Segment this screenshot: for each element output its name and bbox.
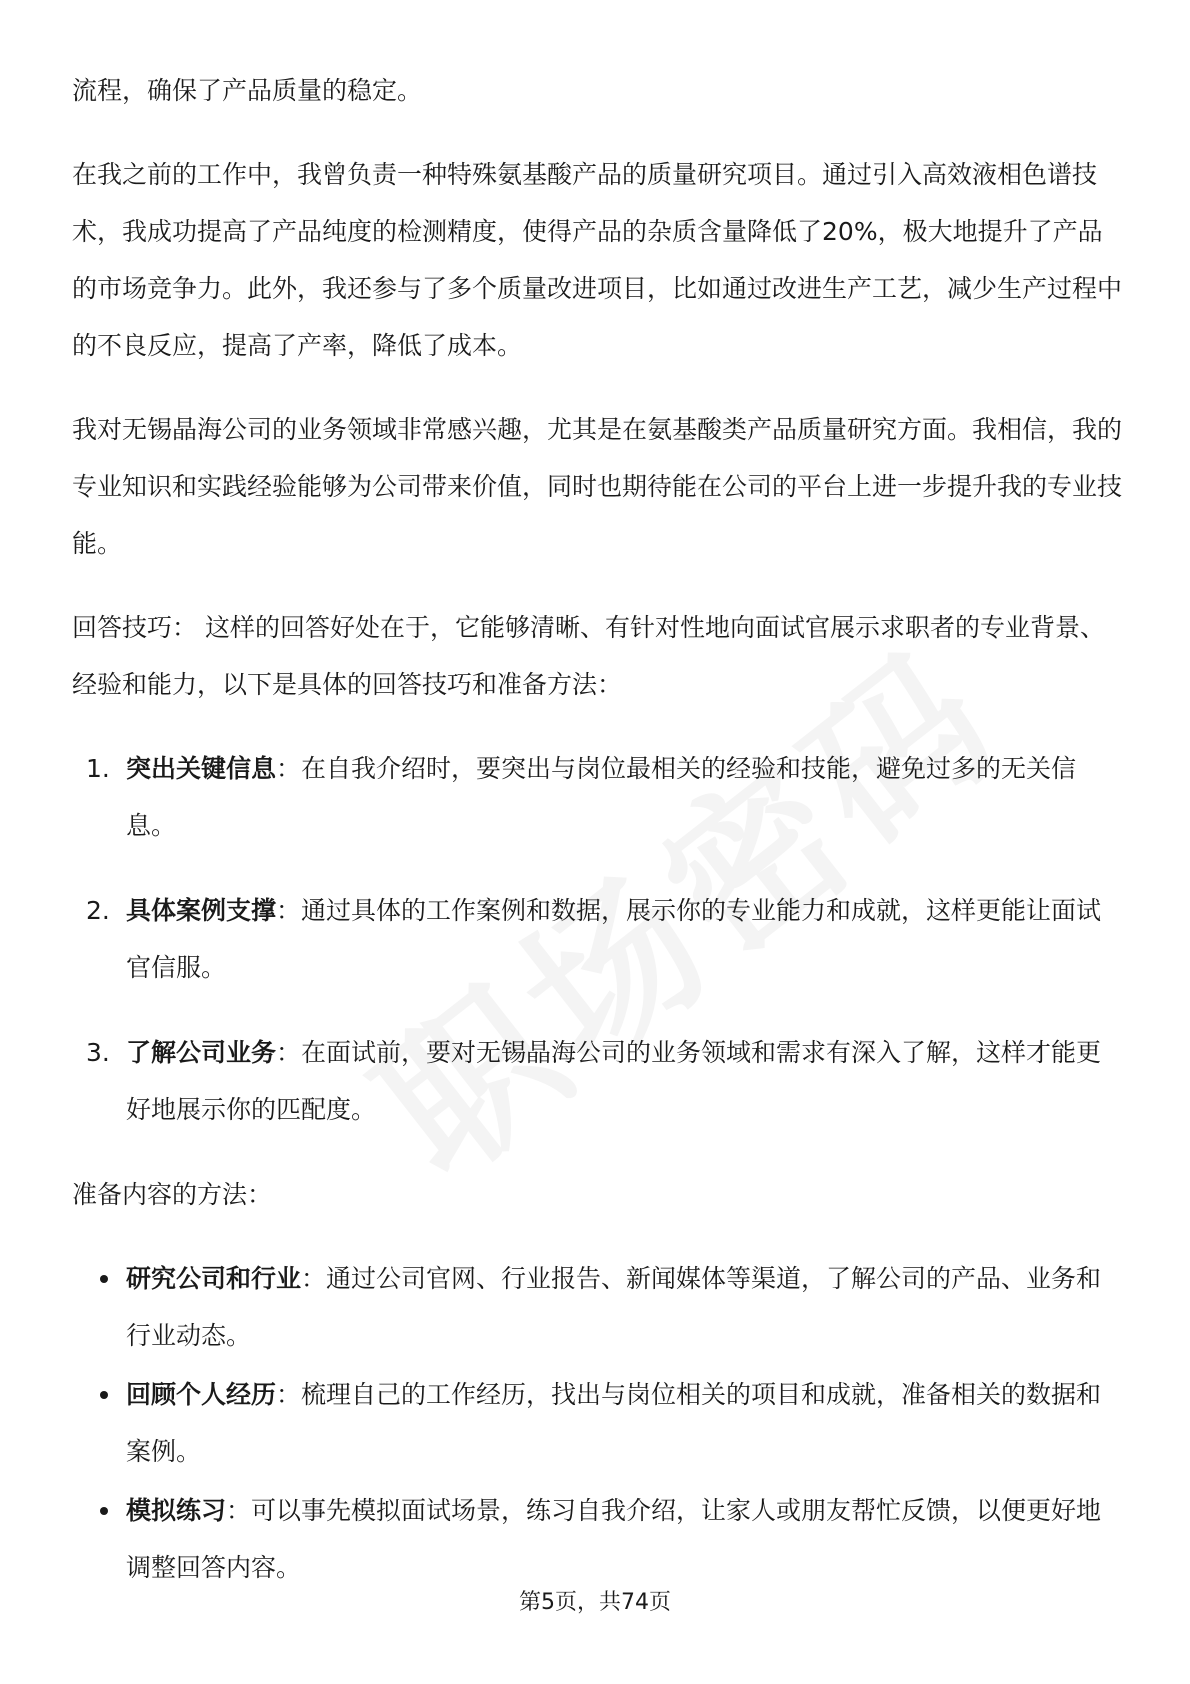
tip-title: 具体案例支撑 <box>126 896 277 925</box>
paragraph-motivation: 我对无锡晶海公司的业务领域非常感兴趣，尤其是在氨基酸类产品质量研究方面。我相信，我的专业知识和实践经验能够为公司带来价值，同时也期待能在公司的平台上进一步提升我的专业技能。 <box>72 415 1123 558</box>
tip-text: ：在面试前，要对无锡晶海公司的业务领域和需求有深入了解，这样才能更好地展示你的匹配度。 <box>126 1038 1102 1124</box>
tip-title: 突出关键信息 <box>126 754 277 783</box>
list-item <box>72 740 1122 854</box>
prep-heading: 准备内容的方法： <box>72 1180 273 1209</box>
list-number: 2. <box>86 896 110 925</box>
list-number: 3. <box>86 1038 110 1067</box>
list-number: 1. <box>86 754 110 783</box>
tip-title: 了解公司业务 <box>126 1038 277 1067</box>
tips-list <box>72 740 1122 1138</box>
list-item <box>72 1250 1122 1364</box>
prep-title: 研究公司和行业 <box>126 1264 302 1293</box>
document-body <box>72 62 1122 1598</box>
bullet-icon <box>100 1391 108 1399</box>
prep-title: 模拟练习 <box>126 1496 227 1525</box>
list-item <box>72 1482 1122 1596</box>
tip-text: ：在自我介绍时，要突出与岗位最相关的经验和技能，避免过多的无关信息。 <box>126 754 1077 840</box>
prep-title: 回顾个人经历 <box>126 1380 277 1409</box>
list-item <box>72 882 1122 996</box>
page-number-footer: 第5页，共74页 <box>519 1590 671 1615</box>
prep-text: ：通过公司官网、行业报告、新闻媒体等渠道，了解公司的产品、业务和行业动态。 <box>126 1264 1102 1350</box>
prep-text: ：梳理自己的工作经历，找出与岗位相关的项目和成就，准备相关的数据和案例。 <box>126 1380 1102 1466</box>
list-item <box>72 1024 1122 1138</box>
tip-text: ：通过具体的工作案例和数据，展示你的专业能力和成就，这样更能让面试官信服。 <box>126 896 1102 982</box>
prep-text: ：可以事先模拟面试场景，练习自我介绍，让家人或朋友帮忙反馈，以便更好地调整回答内容。 <box>126 1496 1102 1582</box>
paragraph-intro-tail: 流程，确保了产品质量的稳定。 <box>72 76 423 105</box>
paragraph-experience: 在我之前的工作中，我曾负责一种特殊氨基酸产品的质量研究项目。通过引入高效液相色谱技术，我成功提高了产品纯度的检测精度，使得产品的杂质含量降低了20%，极大地提升了产品的市场竞争力。此外，我还参与了多个质量改进项目，比如通过改进生产工艺，减少生产过程中的不良反应，提高了产率，降低了成本。 <box>72 160 1123 360</box>
bullet-icon <box>100 1507 108 1515</box>
list-item <box>72 1366 1122 1480</box>
prep-list <box>72 1250 1122 1596</box>
bullet-icon <box>100 1275 108 1283</box>
paragraph-answer-tips: 回答技巧： 这样的回答好处在于，它能够清晰、有针对性地向面试官展示求职者的专业背景、经验和能力，以下是具体的回答技巧和准备方法： <box>72 613 1105 699</box>
